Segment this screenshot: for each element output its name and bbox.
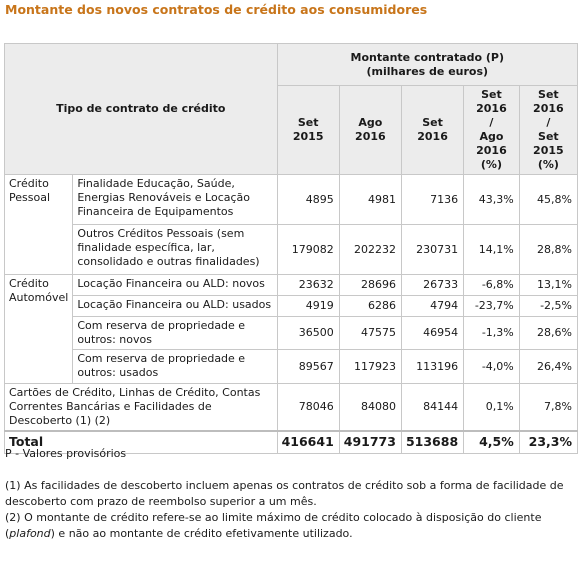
footnotes: [5, 446, 575, 542]
table-row: Outros Créditos Pessoais (sem finalidade específica, lar, consolidado e outras finalidades) 179082 202232 230731 14,1% 28,8%: [5, 225, 578, 275]
table-row: Cartões de Crédito, Linhas de Crédito, Contas Correntes Bancárias e Facilidades de Descoberto (1) (2) 78046 84080 84144 0,1% 7,8%: [5, 384, 578, 432]
page-title: Montante dos novos contratos de crédito aos consumidores: [5, 2, 428, 17]
total-row: Total 416641 491773 513688 4,5% 23,3%: [5, 431, 578, 453]
table-row: Com reserva de propriedade e outros: usados 89567 117923 113196 -4,0% 26,4%: [5, 350, 578, 384]
row-label: Locação Financeira ou ALD: usados: [73, 296, 277, 317]
col-header: Set 2016 / Ago 2016 (%): [464, 86, 520, 175]
row-label: Locação Financeira ou ALD: novos: [73, 275, 277, 296]
col-header: Set 2015: [277, 86, 339, 175]
total-label: Total: [5, 431, 278, 453]
col-header: Set 2016: [401, 86, 463, 175]
row-label: Outros Créditos Pessoais (sem finalidade específica, lar, consolidado e outras finalidades): [73, 225, 277, 275]
table-row: Locação Financeira ou ALD: usados 4919 6286 4794 -23,7% -2,5%: [5, 296, 578, 317]
table-row: Crédito Pessoal Finalidade Educação, Saúde, Energias Renováveis e Locação Financeira de Equipamentos 4895 4981 7136 43,3% 45,8%: [5, 175, 578, 225]
credit-table: [4, 43, 578, 454]
row-category: Crédito Automóvel: [5, 275, 73, 384]
row-category: Crédito Pessoal: [5, 175, 73, 275]
table-row: Com reserva de propriedade e outros: novos 36500 47575 46954 -1,3% 28,6%: [5, 317, 578, 350]
row-label: Com reserva de propriedade e outros: novos: [73, 317, 277, 350]
row-label: Com reserva de propriedade e outros: usados: [73, 350, 277, 384]
footnote-1: (1) As facilidades de descoberto incluem apenas os contratos de crédito sob a forma de facilidade de descoberto com prazo de reembolso superior a um mês.: [5, 479, 564, 508]
amount-header: Montante contratado (P) (milhares de euros): [277, 44, 577, 86]
col-header: Ago 2016: [339, 86, 401, 175]
col-header: Set 2016 / Set 2015 (%): [519, 86, 577, 175]
type-header: Tipo de contrato de crédito: [5, 44, 278, 175]
provisional-note: P - Valores provisórios: [5, 447, 127, 460]
footnote-2: (2) O montante de crédito refere-se ao limite máximo de crédito colocado à disposição do cliente (plafond) e não ao montante de crédito efetivamente utilizado.: [5, 511, 542, 540]
row-label: Finalidade Educação, Saúde, Energias Renováveis e Locação Financeira de Equipamentos: [73, 175, 277, 225]
row-label: Cartões de Crédito, Linhas de Crédito, Contas Correntes Bancárias e Facilidades de Descoberto (1) (2): [5, 384, 278, 432]
table-row: Crédito Automóvel Locação Financeira ou ALD: novos 23632 28696 26733 -6,8% 13,1%: [5, 275, 578, 296]
